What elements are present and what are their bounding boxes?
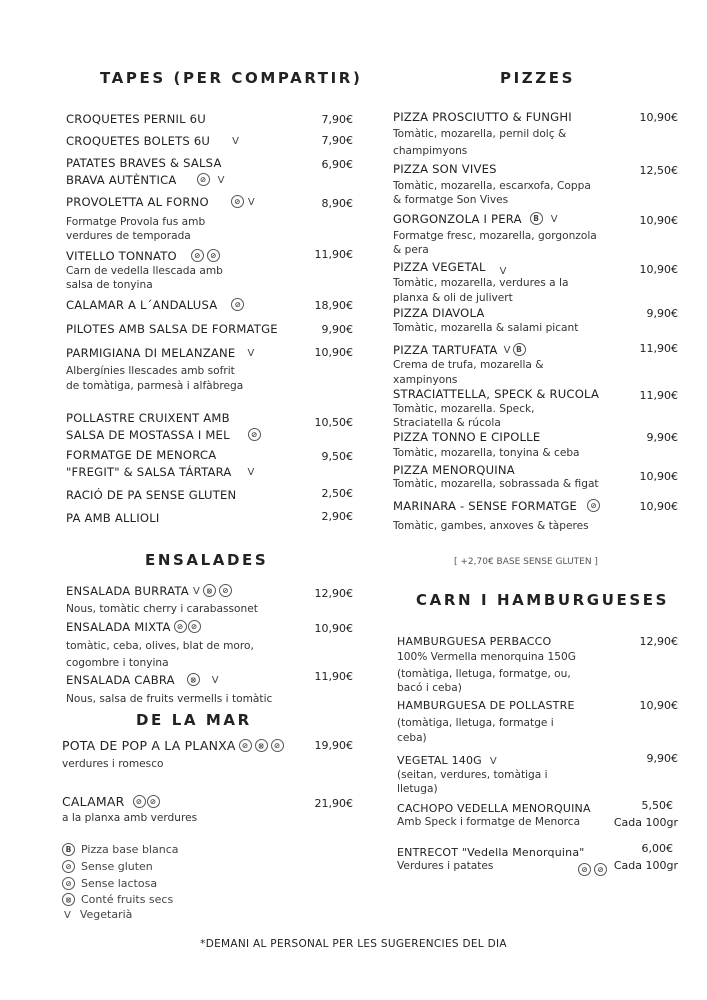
gluten-free-icon: ⊘ (191, 249, 204, 262)
white-base-icon: B (513, 343, 526, 356)
price: 9,90€ (646, 307, 678, 320)
lactose-free-icon: ⊘ (239, 739, 252, 752)
price: 12,90€ (314, 587, 353, 600)
gluten-free-base-note: [ +2,70€ BASE SENSE GLUTEN ] (454, 557, 598, 567)
item-description: cogombre i tonyina (66, 657, 169, 669)
gluten-free-icon: ⊘ (197, 173, 210, 186)
legend-fruits-secs: ⦻ Conté fruits secs (62, 892, 173, 907)
menu-item-pollastre: POLLASTRE CRUIXENT AMB (66, 411, 230, 425)
menu-item-croquetes-bolets: CROQUETES BOLETS 6U V (66, 134, 240, 148)
nuts-icon: ⦻ (187, 673, 200, 686)
menu-item-gorgonzola: GORGONZOLA I PERA B V (393, 212, 558, 226)
menu-item-croquetes-pernil: CROQUETES PERNIL 6U (66, 112, 206, 126)
white-base-icon: B (530, 212, 543, 225)
price: 11,90€ (314, 670, 353, 683)
price: 6,90€ (321, 158, 353, 171)
price: 10,90€ (639, 500, 678, 513)
price: 10,90€ (639, 263, 678, 276)
item-description: salsa de tonyina (66, 279, 153, 291)
item-description: Tomàtic, mozarella, pernil dolç & (393, 128, 567, 140)
mar-title: DE LA MAR (136, 711, 252, 729)
item-description: & formatge Son Vives (393, 194, 509, 206)
price: 5,50€ (641, 799, 673, 812)
price: 11,90€ (639, 389, 678, 402)
menu-item-ensalada-cabra: ENSALADA CABRA ⦻ V (66, 673, 219, 687)
item-description: Tomàtic, mozarella. Speck, (393, 403, 535, 415)
price: 12,90€ (639, 635, 678, 648)
price: 7,90€ (321, 134, 353, 147)
price: 21,90€ (314, 797, 353, 810)
vegetarian-icon: V (232, 136, 240, 147)
legend-pizza-base-blanca: B Pizza base blanca (62, 842, 179, 857)
item-description: ceba) (397, 732, 427, 744)
menu-item-parmigiana: PARMIGIANA DI MELANZANE V (66, 346, 255, 360)
item-description: champimyons (393, 145, 468, 157)
carn-title: CARN I HAMBURGUESES (416, 591, 669, 609)
price: 9,90€ (646, 752, 678, 765)
legend-sense-lactosa: ⊘ Sense lactosa (62, 876, 157, 891)
menu-item-calamar: CALAMAR ⊘ ⊘ (62, 793, 160, 810)
menu-item-ensalada-mixta: ENSALADA MIXTA ⊘ ⊘ (66, 619, 201, 636)
menu-item-calamar-andalusa: CALAMAR A L´ANDALUSA ⊘ (66, 297, 244, 314)
item-description: (seitan, verdures, tomàtiga i (397, 769, 548, 781)
menu-item-pizza-tonno: PIZZA TONNO E CIPOLLE (393, 430, 541, 444)
ensalades-title: ENSALADES (145, 551, 269, 569)
lactose-free-icon: ⊘ (587, 499, 600, 512)
legend-sense-gluten: ⊘ Sense gluten (62, 859, 153, 874)
legend-vegetaria: V Vegetarià (64, 908, 133, 921)
item-description: Albergínies llescades amb sofrit (66, 365, 235, 377)
price: 10,90€ (639, 111, 678, 124)
menu-item-pizza-vegetal: PIZZA VEGETAL V (393, 259, 507, 276)
price: 10,90€ (314, 346, 353, 359)
menu-item-pizza-son-vives: PIZZA SON VIVES (393, 162, 497, 176)
gluten-free-icon: ⊘ (271, 739, 284, 752)
menu-item-ensalada-burrata: ENSALADA BURRATA V ⦻ ⊘ (66, 583, 232, 600)
item-description: lletuga) (397, 783, 438, 795)
price: 10,90€ (639, 214, 678, 227)
menu-item-entrecot: ENTRECOT "Vedella Menorquina" (397, 846, 585, 859)
price: 12,50€ (639, 164, 678, 177)
item-description: tomàtic, ceba, olives, blat de moro, (66, 640, 254, 652)
price: 6,00€ (641, 842, 673, 855)
menu-item-provoletta: PROVOLETTA AL FORNO ⊘ V (66, 195, 255, 209)
item-description: a la planxa amb verdures (62, 812, 198, 824)
price-unit: Cada 100gr (613, 816, 678, 829)
item-description: Formatge Provola fus amb (66, 216, 206, 228)
item-description: verdures de temporada (66, 230, 191, 242)
menu-item-pollastre-line2: SALSA DE MOSTASSA I MEL ⊘ (66, 427, 261, 444)
vegetarian-icon: V (247, 467, 255, 478)
menu-item-hamburguesa-perbacco: HAMBURGUESA PERBACCO (397, 635, 552, 648)
menu-item-patates-braves: PATATES BRAVES & SALSA (66, 156, 222, 170)
price: 11,90€ (639, 342, 678, 355)
item-description: Amb Speck i formatge de Menorca (397, 816, 581, 828)
white-base-icon: B (62, 843, 75, 856)
price: 9,90€ (646, 431, 678, 444)
menu-item-straciattella: STRACIATTELLA, SPECK & RUCOLA (393, 387, 600, 401)
item-description: Nous, tomàtic cherry i carabassonet (66, 603, 258, 615)
vegetarian-icon: V (550, 214, 558, 225)
lactose-free-icon: ⊘ (231, 298, 244, 311)
price: 2,90€ (321, 510, 353, 523)
item-description: bacó i ceba) (397, 682, 462, 694)
price: 11,90€ (314, 248, 353, 261)
item-description: Nous, salsa de fruits vermells i tomàtic (66, 693, 273, 705)
menu-item-vegetal-140g: VEGETAL 140G V (397, 752, 497, 770)
item-description: Tomàtic, mozarella, verdures a la (393, 277, 569, 289)
menu-item-pa-sense-gluten: RACIÓ DE PA SENSE GLUTEN (66, 488, 237, 502)
lactose-free-icon: ⊘ (578, 863, 591, 876)
item-description: (tomàtiga, lletuga, formatge, ou, (397, 668, 571, 680)
menu-item-pizza-diavola: PIZZA DIAVOLA (393, 306, 485, 320)
lactose-free-icon: ⊘ (207, 249, 220, 262)
menu-item-marinara: MARINARA - SENSE FORMATGE ⊘ (393, 498, 600, 515)
item-description: Verdures i patates (397, 860, 494, 872)
menu-item-pizza-menorquina: PIZZA MENORQUINA (393, 463, 515, 477)
lactose-free-icon: ⊘ (62, 877, 75, 890)
pizzes-title: PIZZES (500, 69, 575, 87)
price: 2,50€ (321, 487, 353, 500)
price: 10,90€ (639, 699, 678, 712)
price: 10,90€ (314, 622, 353, 635)
vegetarian-icon: V (247, 348, 255, 359)
lactose-free-icon: ⊘ (133, 795, 146, 808)
item-description: xampinyons (393, 374, 458, 386)
vegetarian-icon: V (64, 909, 71, 921)
price: 10,50€ (314, 416, 353, 429)
menu-item-pa-allioli: PA AMB ALLIOLI (66, 511, 160, 525)
gluten-free-icon: ⊘ (219, 584, 232, 597)
menu-item-hamburguesa-pollastre: HAMBURGUESA DE POLLASTRE (397, 699, 575, 712)
lactose-free-icon: ⊘ (174, 620, 187, 633)
price: 8,90€ (321, 197, 353, 210)
menu-item-formatge-menorca: FORMATGE DE MENORCA (66, 448, 217, 462)
price: 18,90€ (314, 299, 353, 312)
price: 10,90€ (639, 470, 678, 483)
vegetarian-icon: V (211, 675, 219, 686)
item-description: Tomàtic, gambes, anxoves & tàperes (393, 520, 589, 532)
vegetarian-icon: V (247, 197, 255, 208)
gluten-free-icon: ⊘ (147, 795, 160, 808)
gluten-free-icon: ⊘ (594, 863, 607, 876)
price: 19,90€ (314, 739, 353, 752)
nuts-icon: ⦻ (255, 739, 268, 752)
price: 9,90€ (321, 323, 353, 336)
vegetarian-icon: V (192, 586, 200, 597)
item-description: Tomàtic, mozarella & salami picant (393, 322, 579, 334)
menu-item-pilotes: PILOTES AMB SALSA DE FORMATGE (66, 322, 278, 336)
price-unit: Cada 100gr (613, 859, 678, 872)
item-description: 100% Vermella menorquina 150G (397, 651, 576, 663)
vegetarian-icon: V (217, 175, 225, 186)
item-description: Carn de vedella llescada amb (66, 265, 223, 277)
item-description: Tomàtic, mozarella, tonyina & ceba (393, 447, 580, 459)
item-description: de tomàtiga, parmesà i alfàbrega (66, 380, 244, 392)
menu-item-vitello-tonnato: VITELLO TONNATO ⊘ ⊘ (66, 248, 220, 265)
item-description: Tomàtic, mozarella, escarxofa, Coppa (393, 180, 591, 192)
item-description: Straciatella & rúcola (393, 417, 501, 429)
item-description: Crema de trufa, mozarella & (393, 359, 544, 371)
gluten-free-icon: ⊘ (231, 195, 244, 208)
item-description: Tomàtic, mozarella, sobrassada & figat (393, 478, 599, 490)
nuts-icon: ⦻ (62, 893, 75, 906)
menu-item-pota-pop: POTA DE POP A LA PLANXA ⊘ ⦻ ⊘ (62, 737, 284, 754)
item-description: verdures i romesco (62, 758, 164, 770)
price: 7,90€ (321, 113, 353, 126)
menu-item-pizza-prosciutto: PIZZA PROSCIUTTO & FUNGHI (393, 110, 572, 124)
menu-item-patates-braves-line2: BRAVA AUTÈNTICA ⊘ V (66, 173, 225, 187)
nuts-icon: ⦻ (203, 584, 216, 597)
menu-item-pizza-tartufata: PIZZA TARTUFATA V B (393, 342, 526, 359)
item-description: (tomàtiga, lletuga, formatge i (397, 717, 554, 729)
item-description: & pera (393, 244, 429, 256)
lactose-free-icon: ⊘ (248, 428, 261, 441)
item-description: Formatge fresc, mozarella, gorgonzola (393, 230, 597, 242)
vegetarian-icon: V (489, 755, 497, 767)
gluten-free-icon: ⊘ (62, 860, 75, 873)
vegetarian-icon: V (503, 345, 511, 356)
footer-note: *DEMANI AL PERSONAL PER LES SUGERENCIES DEL DIA (200, 938, 507, 950)
menu-item-formatge-menorca-line2: "FREGIT" & SALSA TÁRTARA V (66, 465, 255, 479)
vegetarian-icon: V (499, 266, 507, 277)
tapes-title: TAPES (PER COMPARTIR) (100, 69, 363, 87)
menu-item-cachopo: CACHOPO VEDELLA MENORQUINA (397, 802, 591, 815)
gluten-free-icon: ⊘ (188, 620, 201, 633)
item-description: planxa & oli de julivert (393, 292, 513, 304)
price: 9,50€ (321, 450, 353, 463)
